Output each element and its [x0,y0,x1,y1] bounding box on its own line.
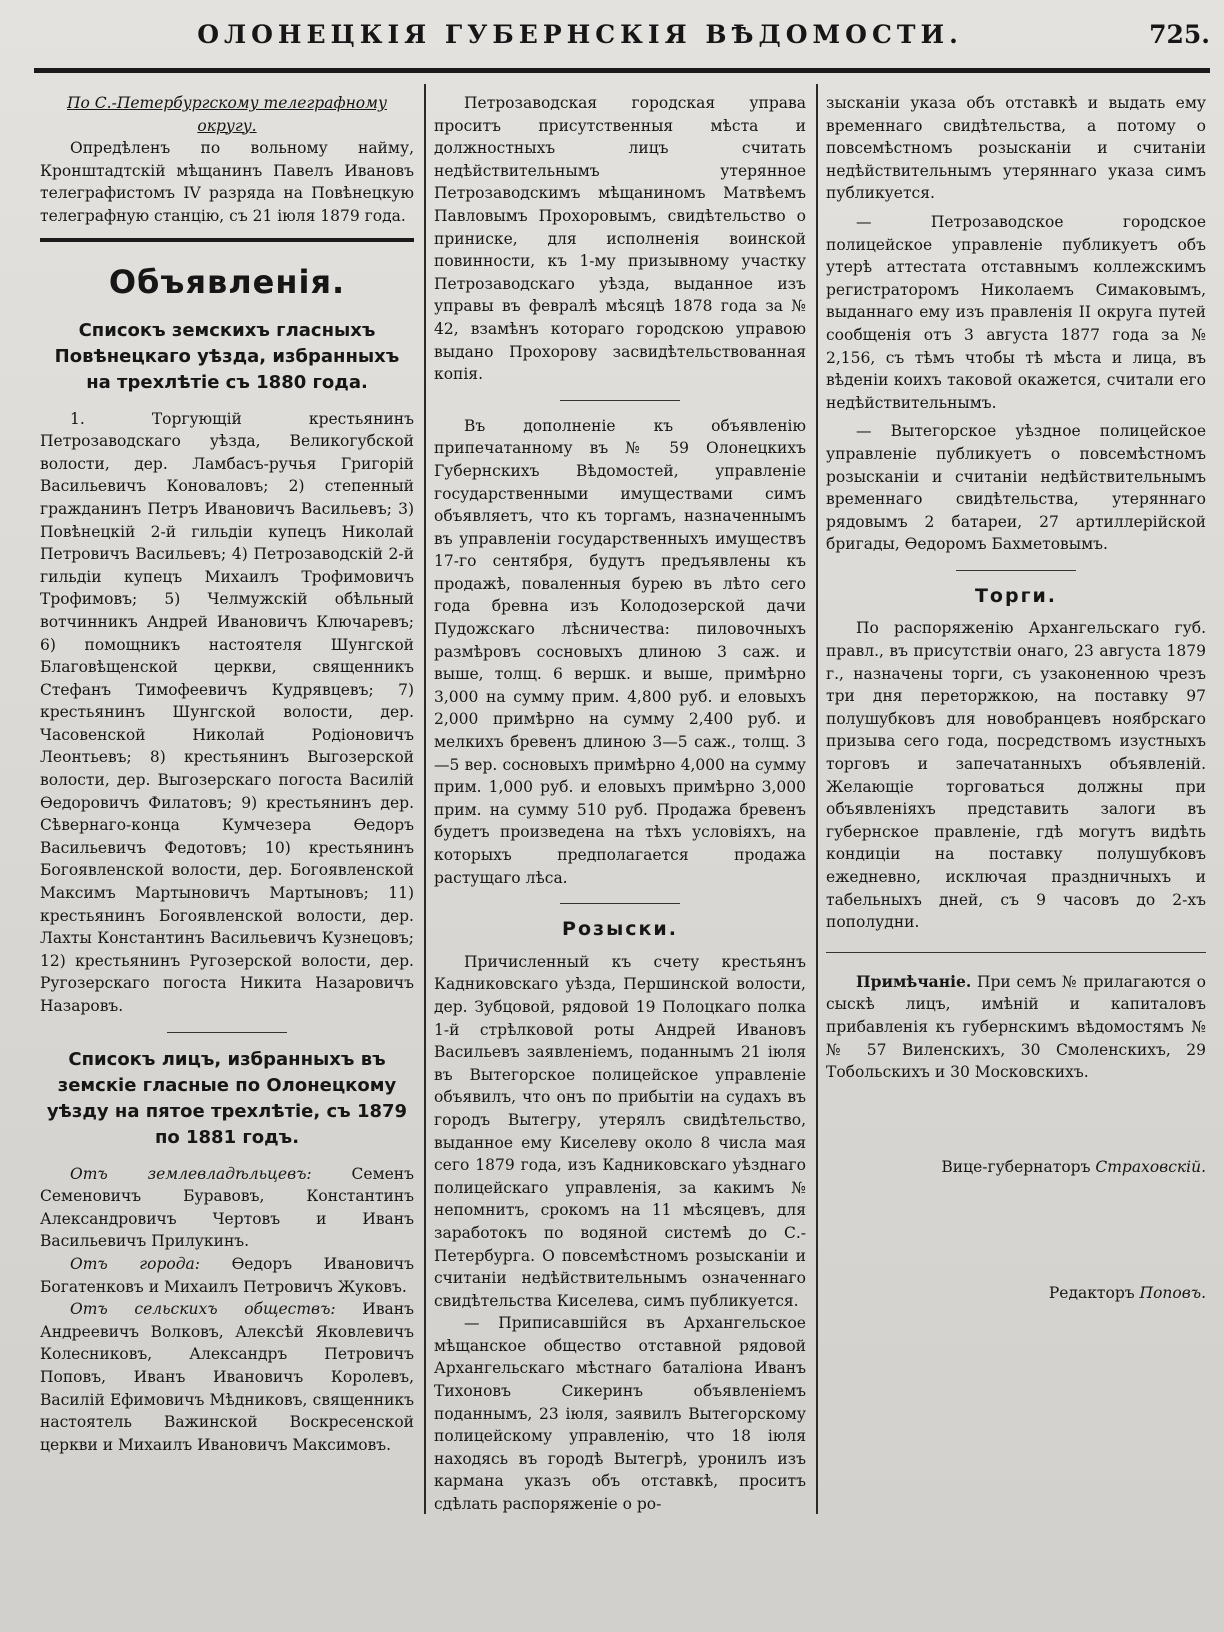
announcements-heading: Объявленія. [108,262,346,301]
page-number: 725. [1149,20,1210,49]
landowners-label: Отъ землевладѣльцевъ: [70,1164,312,1183]
telegraph-notice: Опредѣленъ по вольному найму, Кронштадтскій мѣщанинъ Павелъ Ивановъ телеграфистомъ IV разряда на Повѣнецкую телеграфную станцію, съ 21 іюля 1879 года. [40,139,414,225]
town-council-notice: Петрозаводская городская управа проситъ присутственныя мѣста и должностныхъ лицъ считать недѣйствительнымъ утерянное Петрозаводскимъ мѣщаниномъ Матвѣемъ Павловымъ Прохоровымъ, свидѣтельство о приниске, для исполненія воинской повинности, къ 1-му призывному участку Петрозаводскаго уѣзда, выданное изъ управы въ февралѣ мѣсяцѣ 1878 года за № 42, взамѣнъ котораго городскою управою выдано Прохорову засвидѣтельствованная копія. [434,94,806,384]
vice-governor-name: Страховскій. [1095,1157,1206,1176]
search-notice-2-cont: зысканіи указа объ отставкѣ и выдать ему временнаго свидѣтельства, а потому о повсемѣстномъ розысканіи и считаніи недѣйствительнымъ утеряннаго указа симъ публикуется. [826,94,1206,203]
searches-heading: Розыски. [562,918,678,941]
list2-heading: Списокъ лицъ, избранныхъ въ земскіе гласные по Олонецкому уѣзду на пятое трехлѣтіе, съ 1879 по 1881 годъ. [46,1048,408,1148]
state-property-notice: Въ дополненіе къ объявленію припечатанному въ № 59 Олонецкихъ Губернскихъ Вѣдомостей, управленіе государственными имуществами симъ объявляетъ, что къ торгамъ, назначеннымъ въ управленіи государственныхъ имуществъ 17-го сентября, будутъ предъявлены къ продажѣ, поваленныя бурею въ лѣто сего года бревна изъ Колодозерской дачи Пудожскаго лѣсничества: пиловочныхъ размѣровъ сосновыхъ длиною 3 саж. и выше, толщ. 6 вершк. и выше, примѣрно 3,000 на сумму прим. 4,800 руб. и еловыхъ 2,000 примѣрно на сумму 2,400 руб. и мелкихъ бревенъ длиною 3—5 саж., толщ. 3—5 вер. сосновыхъ примѣрно 4,000 на сумму прим. 1,000 руб. и еловыхъ примѣрно 3,000 прим. на сумму 510 руб. Продажа бревенъ будетъ произведена на тѣхъ условіяхъ, на которыхъ предполагается продажа растущаго лѣса. [434,416,806,887]
rural-entry [40,1298,414,1456]
column-divider-1 [424,84,426,1514]
search-notice-1: Причисленный къ счету крестьянъ Кадниковскаго уѣзда, Першинской волости, дер. Зубцовой, рядовой 19 Полоцкаго полка 1-й стрѣлковой роты Андрей Ивановъ Васильевъ заявленіемъ, поданнымъ 21 іюля въ Вытегорское полицейское управленіе объявилъ, что онъ по прибытіи на судахъ въ городъ Вытегру, утерялъ свидѣтельство, выданное ему Киселеву около 8 числа мая сего 1879 года, изъ Кадниковскаго уѣзднаго полицейскаго управленія, за какимъ № непомнитъ, срокомъ на 11 мѣсяцевъ, для заработокъ по водяной системѣ до С.-Петербурга. О повсемѣстномъ розысканіи и считаніи недѣйствительнымъ означеннаго свидѣтельства Киселева, симъ публикуется. [434,952,806,1310]
city-names: Ѳедоръ Ивановичъ Богатенковъ и Михаилъ Петровичъ Жуковъ. [40,1254,414,1296]
police-notice-1: — Петрозаводское городское полицейское управленіе публикуетъ объ утерѣ аттестата отставнымъ коллежскимъ регистраторомъ Николаемъ Симаковымъ, выданнаго ему изъ правленія II округа путей сообщенія отъ 3 августа 1877 года за № 2,156, съ тѣмъ чтобы тѣ мѣста и лица, въ вѣденіи коихъ таковой окажется, считали его недѣйствительнымъ. [826,212,1206,412]
divider [167,1032,287,1033]
divider [560,400,680,401]
note-text: При семъ № прилагаются о сыскѣ лицъ, имѣній и капиталовъ прибавленія къ губернскимъ вѣдомостямъ №№ 57 Виленскихъ, 30 Смоленскихъ, 29 Тобольскихъ и 30 Московскихъ. [826,972,1206,1082]
city-label: Отъ города: [70,1254,201,1273]
telegraph-heading: По С.-Петербургскому телеграфному округу. [67,94,387,135]
editor-label: Редакторъ [1048,1284,1135,1303]
column-2 [434,92,806,1516]
list1-text: 1. Торгующій крестьянинъ Петрозаводскаго уѣзда, Великогубской волости, дер. Ламбасъ-ручья Григорій Васильевичъ Коноваловъ; 2) степенный гражданинъ Петръ Ивановичъ Васильевъ; 3) Повѣнецкій 2-й гильдіи купецъ Николай Петровичъ Васильевъ; 4) Петрозаводскій 2-й гильдіи купецъ Михаилъ Трофимовичъ Трофимовъ; 5) Челмужскій обѣльный вотчинникъ Андрей Ивановичъ Ключаревъ; 6) помощникъ настоятеля Шунгской Благовѣщенской церкви, священникъ Стефанъ Тимофеевичъ Кудрявцевъ; 7) крестьянинъ Шунгской волости, дер. Часовенской Николай Родіоновичъ Леонтьевъ; 8) крестьянинъ Выгозерской волости, дер. Выгозерскаго погоста Василій Ѳедоровичъ Филатовъ; 9) крестьянинъ дер. Сѣвернаго-конца Кумчезера Ѳедоръ Васильевичъ Федотовъ; 10) крестьянинъ Богоявленской волости, дер. Богоявленской Максимъ Мартыновичъ Мартыновъ; 11) крестьянинъ Богоявленской волости, дер. Лахты Константинъ Васильевичъ Кузнецовъ; 12) крестьянинъ Ругозерской волости, дер. Ругозерскаго погоста Никита Назаровичъ Назаровъ. [40,409,414,1015]
note-label: Примѣчаніе. [856,971,972,991]
masthead [40,18,1210,54]
newspaper-title: ОЛОНЕЦКІЯ ГУБЕРНСКІЯ ВѢДОМОСТИ. [197,20,963,49]
note [826,971,1206,1084]
section-rule [40,238,414,242]
landowners-entry [40,1163,414,1253]
divider [826,952,1206,953]
search-notice-2: — Приписавшійся въ Архангельское мѣщанское общество отставной рядовой Архангельскаго мѣстнаго баталіона Иванъ Тихоновъ Сикеринъ объявленіемъ поданнымъ, 23 іюля, заявилъ Вытегорскому полицейскому управленію, что 18 іюля находясь въ городѣ Вытегрѣ, уронилъ изъ кармана указъ объ отставкѣ, проситъ сдѣлать распоряженіе о ро- [434,1314,806,1514]
landowners-names: Семенъ Семеновичъ Буравовъ, Константинъ Александровичъ Чертовъ и Иванъ Васильевичъ Прилукинъ. [40,1164,414,1251]
auction-notice: По распоряженію Архангельскаго губ. правл., въ присутствіи онаго, 23 августа 1879 г., назначены торги, съ узаконенною чрезъ три дня переторжкою, на поставку 97 полушубковъ для новобранцевъ ноябрскаго призыва сего года, посредствомъ изустныхъ торговъ и запечатанныхъ объявленій. Желающіе торговаться должны при объявленіяхъ представить залоги въ губернское правленіе, гдѣ могутъ видѣть кондиціи на поставку полушубковъ ежедневно, исключая праздничныхъ и табельныхъ дней, съ 9 часовъ до 2-хъ пополудни. [826,619,1206,932]
rural-names: Иванъ Андреевичъ Волковъ, Алексѣй Яковлевичъ Колесниковъ, Александръ Петровичъ Поповъ, Иванъ Ивановичъ Королевъ, Василій Ефимовичъ Мѣдниковъ, священникъ настоятель Важинской Воскресенской церкви и Михаилъ Ивановичъ Максимовъ. [40,1300,414,1454]
rural-label: Отъ сельскихъ обществъ: [70,1300,336,1319]
editor-signature [826,1282,1206,1305]
vice-governor-signature [826,1156,1206,1179]
column-divider-2 [816,84,818,1514]
vice-governor-label: Вице-губернаторъ [941,1157,1091,1176]
editor-name: Поповъ. [1139,1284,1206,1303]
auctions-heading: Торги. [974,584,1058,607]
column-3 [826,92,1206,1305]
police-notice-2: — Вытегорское уѣздное полицейское управленіе публикуетъ о повсемѣстномъ розысканіи и считаніи недѣйствительнымъ временнаго свидѣтельства, утеряннаго рядовымъ 2 батареи, 27 артиллерійской бригады, Ѳедоромъ Бахметовымъ. [826,422,1206,554]
masthead-rule [34,68,1210,73]
divider [560,903,680,904]
list1-heading: Списокъ земскихъ гласныхъ Повѣнецкаго уѣзда, избранныхъ на трехлѣтіе съ 1880 года. [54,319,400,393]
city-entry [40,1253,414,1298]
divider [956,570,1076,571]
column-1 [40,92,414,1456]
